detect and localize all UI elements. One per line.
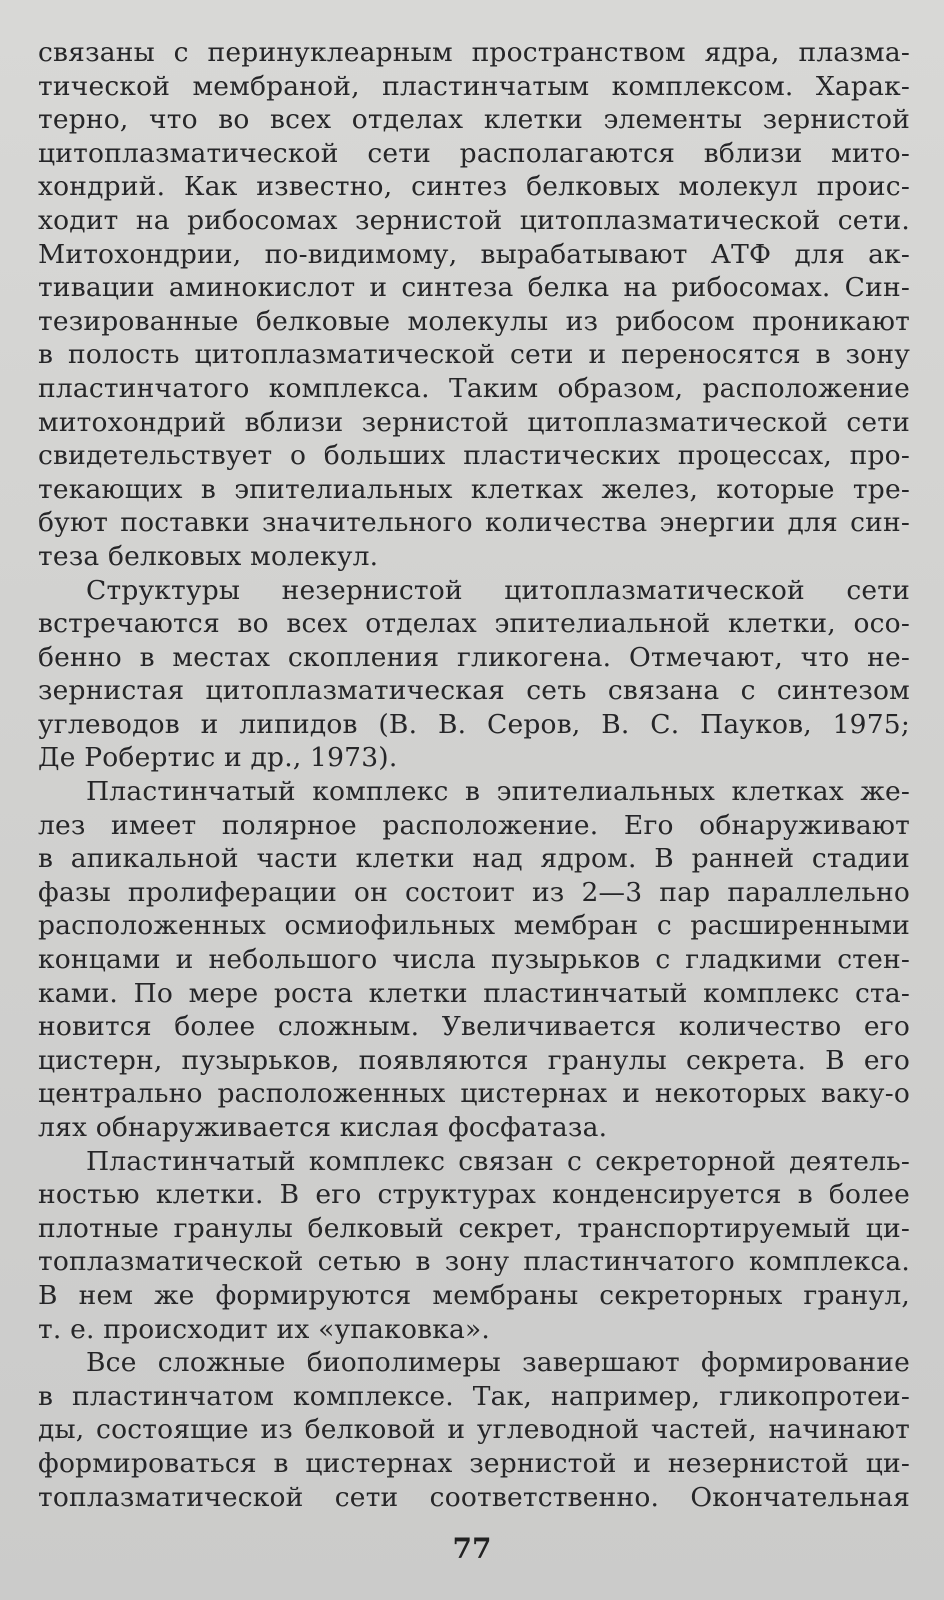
text-line: свидетельствует о больших пластических процессах, про- [38, 440, 910, 472]
text-line: теза белковых молекул. [38, 540, 379, 572]
text-line: Структуры незернистой цитоплазматической сети [86, 574, 910, 606]
text-line: ностью клетки. В его структурах конденсируется в более [38, 1179, 910, 1211]
text-line: бенно в местах скопления гликогена. Отмечают, что не- [38, 641, 910, 673]
text-line: пластинчатого комплекса. Таким образом, расположение [38, 372, 910, 404]
text-line: т. е. происходит их «упаковка». [38, 1313, 491, 1345]
text-line: фазы пролиферации он состоит из 2—3 пар параллельно [38, 876, 910, 908]
text-line: ками. По мере роста клетки пластинчатый комплекс ста- [38, 977, 910, 1009]
text-line: Все сложные биополимеры завершают формирование [86, 1347, 910, 1379]
text-line: зернистая цитоплазматическая сеть связана с синтезом [38, 675, 910, 707]
text-line: центрально расположенных цистернах и некоторых ваку-о [38, 1078, 910, 1110]
text-line: ды, состоящие из белковой и углеводной частей, начинают [38, 1414, 910, 1446]
text-line: связаны с перинуклеарным пространством ядра, плазма- [38, 37, 910, 68]
text-line: цитоплазматической сети располагаются вблизи мито- [38, 137, 910, 169]
text-line: лез имеет полярное расположение. Его обнаруживают [38, 809, 910, 841]
body-text [38, 36, 910, 1514]
text-line: расположенных осмиофильных мембран с расширенными [38, 910, 910, 942]
text-line: Де Робертис и др., 1973). [38, 742, 398, 774]
text-line: лях обнаруживается кислая фосфатаза. [38, 1112, 608, 1143]
text-line: плотные гранулы белковый секрет, транспортируемый ци- [38, 1212, 910, 1244]
text-line: ходит на рибосомах зернистой цитоплазматической сети. [38, 204, 910, 236]
text-line: текающих в эпителиальных клетках желез, которые тре- [38, 473, 910, 505]
text-line: В нем же формируются мембраны секреторных гранул, [38, 1279, 910, 1311]
text-line: в апикальной части клетки над ядром. В ранней стадии [38, 843, 910, 875]
text-line: Пластинчатый комплекс в эпителиальных клетках же- [86, 776, 910, 808]
text-line: буют поставки значительного количества энергии для син- [38, 507, 910, 539]
text-line: Пластинчатый комплекс связан с секреторной деятель- [86, 1145, 910, 1177]
text-line: тической мембраной, пластинчатым комплексом. Харак- [38, 70, 910, 102]
text-line: митохондрий вблизи зернистой цитоплазматической сети [38, 406, 910, 438]
text-line: топлазматической сети соответственно. Окончательная [38, 1481, 910, 1513]
text-line: в полость цитоплазматической сети и переносятся в зону [38, 339, 910, 371]
text-line: встречаются во всех отделах эпителиальной клетки, осо- [38, 608, 910, 640]
text-line: углеводов и липидов (В. В. Серов, В. С. Пауков, 1975; [38, 708, 910, 740]
text-line: в пластинчатом комплексе. Так, например, гликопротеи- [38, 1380, 910, 1412]
text-line: терно, что во всех отделах клетки элементы зернистой [38, 104, 910, 136]
text-line: новится более сложным. Увеличивается количество его [38, 1011, 910, 1043]
text-line: Митохондрии, по-видимому, вырабатывают АТФ для ак- [38, 238, 910, 270]
page-number: 77 [452, 1532, 492, 1565]
text-line: топлазматической сетью в зону пластинчатого комплекса. [38, 1246, 910, 1278]
text-line: формироваться в цистернах зернистой и незернистой ци- [38, 1447, 910, 1479]
text-line: цистерн, пузырьков, появляются гранулы секрета. В его [38, 1044, 910, 1076]
text-line: тезированные белковые молекулы из рибосом проникают [38, 305, 910, 337]
text-line: хондрий. Как известно, синтез белковых молекул проис- [38, 171, 910, 203]
text-line: тивации аминокислот и синтеза белка на рибосомах. Син- [38, 272, 910, 304]
text-line: концами и небольшого числа пузырьков с гладкими стен- [38, 944, 910, 976]
